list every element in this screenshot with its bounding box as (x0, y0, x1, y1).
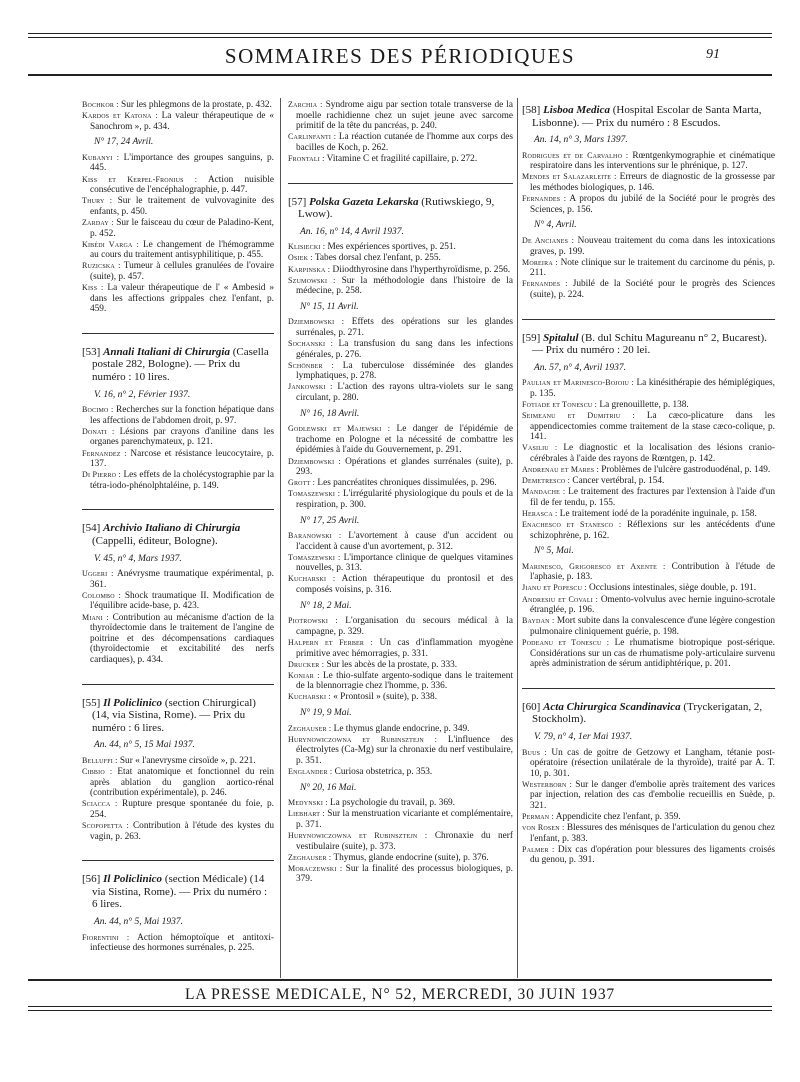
issue-heading: N° 18, 2 Mai. (300, 600, 352, 611)
article-author: Medynski : (288, 798, 328, 808)
article-entry (522, 823, 775, 844)
journal-number: [54] (82, 522, 104, 535)
journal-title: Archivio Italiano di Chirurgia (103, 522, 241, 535)
article-author: Piotrowski : (288, 616, 338, 626)
article-entry (82, 283, 274, 315)
article-author: Rodrigues et de Carvalho : (522, 150, 629, 160)
journal-title: Il Policlinico (103, 696, 163, 709)
article-author: Bocimo : (82, 405, 114, 415)
article-title: Tumeur à cellules granulées de l'ovaire (suite), p. 457. (90, 261, 274, 282)
article-entry (288, 457, 513, 478)
article-entry (288, 864, 513, 885)
issue-heading: An. 57, n° 4, Avril 1937. (534, 362, 627, 373)
article-title: Rœntgenkymographie et cinématique respiratoire dans les interventions sur le phrénique, p. 127. (530, 150, 775, 172)
article-title: Le changement de l'hémogramme au cours du traitement antisyphilitique, p. 455. (90, 239, 274, 261)
article-entry (288, 553, 513, 574)
article-title: La cæco-plicature dans les appendicectomies comme traitement de la stase cæco-colique, p. 141. (530, 411, 775, 443)
article-author: Klisiecki : (288, 242, 326, 252)
article-author: Podeanu et Tonescu : (522, 637, 610, 647)
article-title: « Prontosil » (suite), p. 338. (330, 692, 438, 703)
article-title: Mes expériences sportives, p. 251. (325, 242, 456, 253)
article-author: Kubanyi : (82, 152, 120, 162)
column-divider (280, 98, 281, 978)
article-title: Sur les phlegmons de la prostate, p. 432. (118, 100, 272, 110)
article-title: Réflexions sur les antécédents d'une schizophrène, p. 162. (530, 520, 775, 541)
article-author: Fernandes : (522, 194, 567, 204)
journal-heading (82, 697, 274, 735)
header-rule (28, 74, 772, 76)
article-author: Herasca : (522, 508, 558, 518)
article-author: Di Pierro : (82, 470, 121, 480)
article-author: Ruzicska : (82, 261, 121, 271)
article-entry (82, 196, 274, 217)
section-separator (522, 305, 775, 320)
article-title: Sur le danger d'embolie après traitement des varices par injection, relation des cas d'embolie recueillis en Suède, p. 321. (530, 779, 775, 811)
article-author: Andresiu et Covali : (522, 594, 599, 604)
article-title: L'irrégularité physiologique du pouls et de la respiration, p. 300. (296, 489, 513, 510)
article-entry (522, 487, 775, 508)
article-entry (288, 809, 513, 830)
article-author: Hurynowiczowna et Rubinsztejn : (288, 734, 438, 744)
issue-heading: N° 19, 9 Mai. (300, 708, 352, 718)
article-title: Contribution à l'étude de l'aphasie, p. 183. (530, 561, 775, 583)
article-title: L'influence des électrolytes (Ca-Mg) sur la chronaxie du nerf vestibulaire, p. 351. (296, 734, 514, 766)
article-entry (522, 378, 775, 399)
article-author: Fernandez : (82, 448, 127, 458)
article-entry (82, 218, 274, 239)
article-author: Dziembowski : (288, 456, 341, 466)
issue-heading: N° 15, 11 Avril. (300, 301, 359, 312)
article-author: Thury : (82, 196, 113, 206)
article-title: Note clinique sur le traitement du carcinome du pénis, p. 211. (530, 257, 775, 279)
article-entry (82, 613, 274, 666)
article-title: Occlusions intestinales, siège double, p. 191. (586, 583, 757, 594)
article-entry (82, 261, 274, 282)
article-entry (82, 427, 274, 448)
article-author: Jianu et Popescu : (522, 583, 587, 593)
article-entry (288, 424, 513, 456)
article-title: Sur la menstruation vicariante et complémentaire, p. 371. (296, 809, 513, 830)
journal-heading (82, 873, 274, 911)
top-rule (28, 33, 772, 38)
article-entry (522, 616, 775, 637)
footer-rule (28, 979, 772, 981)
journal-info: (section Chirurgical) (14, via Sistina, Rome). — Prix du numéro : 6 lires. (92, 696, 256, 734)
column-left (82, 100, 274, 954)
article-title: Contribution à l'étude des kystes du vagin, p. 263. (90, 820, 274, 842)
issue-heading: An. 44, n° 5, 15 Mai 1937. (94, 740, 195, 751)
article-author: Sciacca : (82, 799, 118, 809)
article-entry (522, 236, 775, 257)
article-title: Le diagnostic et la localisation des lésions cranio-cérébrales à l'aide des rayons de Rœntgen, p. 142. (530, 443, 776, 464)
article-title: Shock traumatique II. Modification de l'équilibre acide-base, p. 423. (90, 590, 274, 612)
article-author: Koniar : (288, 670, 320, 680)
article-entry (288, 382, 513, 403)
section-separator (82, 670, 274, 685)
article-entry (82, 175, 274, 196)
article-author: Colombo : (82, 590, 121, 600)
article-title: La kinésithérapie des hémiplégiques, p. 135. (530, 378, 775, 399)
article-entry (522, 465, 775, 476)
article-author: Baranowski : (288, 531, 342, 541)
article-title: Erreurs de diagnostic de la grossesse par les méthodes biologiques, p. 146. (530, 172, 775, 194)
article-entry (288, 638, 513, 659)
article-title: Sur la finalité des processus biologiques, p. 379. (296, 863, 513, 885)
article-author: De Ancianes : (522, 235, 575, 245)
article-author: Frontali : (288, 153, 325, 163)
article-entry (288, 767, 513, 778)
article-title: Sur « l'anevrysme cirsoïde », p. 221. (117, 755, 256, 766)
article-entry (522, 509, 775, 520)
article-author: Fernandes : (522, 279, 568, 289)
article-author: Schönber : (288, 360, 334, 370)
article-entry (522, 172, 775, 193)
article-title: La valeur thérapeutique de « Sanochrom », p. 434. (90, 111, 274, 132)
article-title: Omento-volvulus avec hernie inguino-scrotale étranglée, p. 196. (530, 594, 775, 616)
journal-number: [53] (82, 345, 104, 358)
article-entry (82, 799, 274, 820)
column-divider (517, 98, 518, 978)
article-title: Action nuisible consécutive de l'encéphalographie, p. 447. (90, 174, 274, 196)
article-entry (522, 520, 775, 541)
article-title: Narcose et résistance leucocytaire, p. 137. (90, 448, 274, 470)
article-author: Tomaszewski : (288, 489, 341, 499)
article-author: Uggeri : (82, 569, 114, 579)
article-author: Kucharski : (288, 692, 331, 702)
article-entry (82, 100, 274, 111)
article-title: Les pancréatites chroniques dissimulées, p. 296. (315, 478, 497, 489)
journal-title: Polska Gazeta Lekarska (309, 195, 419, 208)
issue-heading: V. 45, n° 4, Mars 1937. (94, 553, 182, 564)
article-title: Dix cas d'opération pour blessures des ligaments croisés du genou, p. 391. (530, 844, 775, 866)
article-author: Seimeanu et Dumitriu : (522, 411, 635, 421)
article-entry (82, 405, 274, 426)
article-entry (288, 132, 513, 153)
journal-info: (Tryckerigatan, 2, Stockholm). (532, 700, 763, 726)
article-entry (522, 583, 775, 594)
article-entry (522, 638, 775, 670)
issue-heading: N° 17, 24 Avril. (94, 137, 154, 148)
article-entry (522, 812, 775, 823)
article-entry (288, 692, 513, 703)
article-title: Etat anatomique et fonctionnel du rein après ablation du ganglion aortico-rénal (contribution expérimentale), p. 246. (90, 767, 274, 799)
article-entry (522, 748, 775, 780)
article-entry (288, 242, 513, 253)
section-separator (82, 495, 274, 510)
article-title: Chronaxie du nerf vestibulaire (suite), p. 373. (296, 830, 513, 852)
article-title: Anévrysme traumatique expérimental, p. 361. (90, 569, 274, 590)
article-title: Le traitement iodé de la poradénite inguinale, p. 158. (557, 508, 757, 519)
article-author: Kibédi Varga : (82, 239, 139, 249)
article-entry (288, 339, 513, 360)
article-entry (522, 411, 775, 443)
journal-info: (B. dul Schitu Magureanu n° 2, Bucarest). — Prix du numéro : 20 lei. (532, 331, 767, 357)
article-title: L'avortement à cause d'un accident ou l'accident à cause d'un avortement, p. 312. (296, 531, 513, 552)
article-entry (288, 317, 513, 338)
journal-heading (522, 104, 775, 129)
article-title: Jubilé de la Société pour le progrès des Sciences (suite), p. 224. (530, 279, 775, 300)
page-title: SOMMAIRES DES PÉRIODIQUES (224, 44, 576, 68)
article-title: Le traitement des fractures par l'extension à l'aide d'un fil de fer tendu, p. 155. (530, 487, 775, 508)
article-title: Action thérapeutique du prontosil et des composés voisins, p. 316. (296, 574, 513, 596)
article-author: Osiek : (288, 253, 313, 263)
article-entry (288, 831, 513, 852)
issue-heading: An. 16, n° 14, 4 Avril 1937. (300, 226, 404, 237)
issue-heading: N° 16, 18 Avril. (300, 408, 360, 419)
article-title: Syndrome aigu par section totale transverse de la moelle rachidienne chez un sujet jeune avec sarcome primitif de la tête du pancréas, p. 240. (296, 100, 513, 132)
article-author: Englander : (288, 766, 333, 776)
article-author: Kucharski : (288, 574, 336, 584)
journal-heading (288, 196, 513, 221)
article-author: Westerborn : (522, 779, 573, 789)
article-title: La transfusion du sang dans les infections générales, p. 276. (296, 339, 513, 360)
article-title: Le thymus glande endocrine, p. 349. (331, 723, 470, 734)
article-entry (288, 100, 513, 132)
article-title: La grenouillette, p. 138. (597, 399, 689, 410)
journal-title: Spitalul (543, 331, 579, 344)
article-author: Hurynowiczowna et Rubinsztejn : (288, 830, 428, 840)
article-author: Cibbio : (82, 767, 113, 776)
article-author: Zarchia : (288, 100, 323, 109)
article-author: Carlinfanti : (288, 132, 337, 142)
article-entry (82, 153, 274, 174)
article-title: Action hémoptoïque et antitoxi-infectieuse des hormones surrénales, p. 225. (90, 932, 274, 954)
section-separator (522, 674, 775, 689)
article-entry (522, 476, 775, 487)
journal-heading (522, 701, 775, 726)
article-entry (522, 194, 775, 215)
article-title: Les effets de la cholécystographie par la tétra-iodo-phénolphtaléine, p. 149. (90, 470, 274, 491)
article-title: Vitamine C et fragilité capillaire, p. 272. (324, 153, 478, 164)
article-entry (288, 574, 513, 595)
article-title: Lésions par crayons d'aniline dans les organes parenchymateux, p. 121. (90, 426, 274, 448)
article-author: Fotiade et Tonescu : (522, 399, 598, 409)
article-title: Nouveau traitement du coma dans les intoxications graves, p. 199. (530, 235, 775, 257)
section-separator (82, 846, 274, 861)
article-entry (82, 821, 274, 842)
journal-number: [60] (522, 700, 544, 713)
article-entry (288, 735, 513, 767)
page-footer: LA PRESSE MEDICALE, N° 52, MERCREDI, 30 JUIN 1937 (185, 986, 615, 1003)
article-title: Problèmes de l'ulcère gastroduodénal, p. 149. (598, 465, 771, 476)
article-author: Godlewski et Majewski : (288, 424, 391, 434)
article-entry (522, 151, 775, 172)
column-middle (288, 100, 513, 885)
article-author: Tomaszewski : (288, 552, 341, 562)
article-author: Jankowski : (288, 382, 333, 392)
article-entry (288, 660, 513, 671)
article-title: Le rhumatisme biotropique post-sérique. Considérations sur un cas de rhumatisme poly-articulaire survenu après administration de sérum antidiphtérique, p. 201. (530, 637, 776, 670)
article-title: L'organisation du secours médical à la campagne, p. 329. (296, 616, 514, 637)
journal-heading (522, 332, 775, 357)
article-author: von Rosen : (522, 823, 565, 833)
article-title: Thymus, glande endocrine (suite), p. 376. (331, 852, 489, 863)
article-author: Vasiliu : (522, 443, 558, 453)
article-author: Mendes et Salazarleite : (522, 172, 617, 182)
article-author: Zeghauser : (288, 723, 332, 733)
article-author: Zeghauser : (288, 852, 332, 862)
article-title: L'importance clinique de quelques vitamines nouvelles, p. 313. (296, 552, 513, 574)
article-title: La réaction cutanée de l'homme aux corps des bacilles de Koch, p. 262. (296, 132, 513, 153)
article-title: Diiodthyrosine dans l'hyperthyroïdisme, p. 256. (330, 264, 511, 275)
article-entry (288, 724, 513, 735)
article-title: L'action des rayons ultra-violets sur le sang circulant, p. 280. (296, 382, 513, 404)
article-title: Appendicite chez l'enfant, p. 359. (553, 812, 681, 823)
article-entry (522, 400, 775, 411)
article-entry (522, 845, 775, 866)
article-entry (288, 253, 513, 264)
journal-heading (82, 346, 274, 384)
article-author: Scopopetta : (82, 820, 129, 830)
article-author: Belluffi : (82, 755, 118, 765)
article-author: Baydan : (522, 616, 555, 626)
issue-heading: N° 4, Avril. (534, 220, 577, 231)
article-author: Kardos et Katona : (82, 111, 158, 121)
page-number: 91 (706, 47, 720, 62)
journal-number: [55] (82, 696, 104, 709)
journal-number: [56] (82, 873, 104, 886)
article-entry (82, 240, 274, 261)
article-title: Cancer vertébral, p. 154. (570, 476, 665, 487)
article-entry (522, 258, 775, 279)
article-author: Moraczewski : (288, 863, 343, 873)
article-author: Palmer : (522, 844, 555, 854)
journal-info: (Casella postale 282, Bologne). — Prix du numéro : 10 lires. (92, 345, 269, 383)
issue-heading: An. 44, n° 5, Mai 1937. (94, 916, 184, 927)
article-entry (288, 154, 513, 165)
article-entry (288, 531, 513, 552)
article-entry (82, 767, 274, 799)
article-author: Drucker : (288, 659, 325, 669)
article-title: Sur le traitement de vulvovaginite des enfants, p. 450. (90, 196, 274, 217)
journal-heading (82, 522, 274, 547)
article-title: La psychologie du travail, p. 369. (327, 798, 455, 809)
article-title: Le thio-sulfate argento-sodique dans le traitement de la blennorragie chez l'homme, p. 336. (296, 670, 513, 692)
article-title: Mort subite dans la convalescence d'une légère congestion pulmonaire cliniquement guérie, p. 198. (530, 616, 775, 637)
issue-heading: N° 20, 16 Mai. (300, 782, 357, 793)
article-entry (522, 279, 775, 300)
article-title: Opérations et glandes surrénales (suite), p. 293. (296, 456, 513, 478)
article-author: Andrenau et Mares : (522, 465, 599, 475)
article-entry (82, 470, 274, 491)
article-title: Sur le faisceau du cœur de Paladino-Kent, p. 452. (90, 217, 275, 239)
article-title: A propos du jubilé de la Société pour le progrès des Sciences, p. 156. (530, 194, 776, 215)
article-author: Buus : (522, 747, 547, 757)
article-author: Marinesco, Grigoresco et Axente : (522, 561, 666, 571)
article-author: Bochkor : (82, 100, 119, 109)
article-author: Sochanski : (288, 339, 334, 349)
article-title: Contribution au mécanisme d'action de la thyroïdectomie dans le traitement de l'angine de poitrine et des décompensations cardiaques (thyroïdectomie et excitabilité des nerfs cardiaques), p. 434. (90, 612, 274, 665)
article-entry (288, 276, 513, 297)
article-title: Tabes dorsal chez l'enfant, p. 255. (312, 253, 441, 264)
article-entry (522, 443, 775, 464)
issue-heading: N° 5, Mai. (534, 546, 574, 557)
article-title: Rupture presque spontanée du foie, p. 254. (90, 799, 274, 820)
article-entry (82, 933, 274, 954)
article-title: Curiosa obstetrica, p. 353. (332, 766, 433, 777)
issue-heading: V. 79, n° 4, 1er Mai 1937. (534, 731, 633, 742)
article-author: Kiss : (82, 283, 104, 292)
issue-heading: V. 16, n° 2, Février 1937. (94, 389, 191, 400)
article-title: Effets des opérations sur les glandes surrénales, p. 271. (296, 317, 513, 338)
article-author: Paulian et Marinesco-Bojoiu : (522, 378, 634, 388)
journal-info: (Rutiwskiego, 9, Lwow). (298, 195, 495, 221)
issue-heading: N° 17, 25 Avril. (300, 515, 360, 526)
article-title: Sur les abcès de la prostate, p. 333. (324, 659, 458, 670)
article-author: Mandache : (522, 487, 566, 497)
article-title: La valeur thérapeutique de l' « Ambesid » dans les affections grippales chez l'enfant, p. 459. (90, 283, 275, 315)
article-author: Demetresco : (522, 476, 571, 486)
article-entry (82, 111, 274, 132)
journal-number: [57] (288, 195, 310, 208)
journal-number: [58] (522, 104, 544, 116)
article-entry (288, 265, 513, 276)
article-author: Szumowski : (288, 275, 336, 285)
journal-info: (section Médicale) (14 via Sistina, Rome). — Prix du numéro : 6 lires. (92, 873, 268, 911)
article-title: Un cas d'inflammation myogène primitive avec hémorragies, p. 331. (296, 637, 513, 659)
journal-title: Annali Italiani di Chirurgia (103, 345, 230, 358)
article-entry (288, 616, 513, 637)
article-title: Un cas de goitre de Getzowy et Langham, tétanie post-opératoire (résection unilatérale de la thyroïde), traité par A. T. 10, p. 301. (530, 747, 775, 779)
article-title: Blessures des ménisques de l'articulation du genou chez l'enfant, p. 383. (530, 823, 775, 844)
journal-title: Il Policlinico (103, 873, 163, 886)
article-entry (82, 569, 274, 590)
article-author: Enachesco et Stanesco : (522, 520, 622, 529)
article-author: Donati : (82, 426, 115, 436)
article-author: Perman : (522, 812, 554, 822)
journal-title: Lisboa Medica (543, 104, 610, 116)
article-entry (522, 562, 775, 583)
journal-info: (Cappelli, éditeur, Bologne). (92, 535, 218, 547)
journal-title: Acta Chirurgica Scandinavica (543, 700, 681, 713)
section-separator (82, 319, 274, 334)
article-author: Fiorentini : (82, 932, 130, 942)
journal-number: [59] (522, 331, 544, 344)
article-title: L'importance des groupes sanguins, p. 445. (90, 152, 274, 174)
article-author: Grott : (288, 478, 316, 488)
column-right (522, 100, 775, 867)
article-author: Halpern et Ferber : (288, 637, 373, 647)
article-entry (288, 361, 513, 382)
article-title: Sur la méthodologie dans l'histoire de la médecine, p. 258. (296, 275, 514, 297)
article-entry (288, 489, 513, 510)
journal-info: (Hospital Escolar de Santa Marta, Lisbonne). — Prix du numéro : 8 Escudos. (532, 104, 762, 129)
article-title: Le danger de l'épidémie de trachome en Pologne et la nécessité de combattre les épidémies à l'aide du Gouvernement, p. 291. (296, 424, 513, 456)
article-author: Liebhart : (288, 809, 325, 819)
article-entry (288, 478, 513, 489)
article-entry (82, 449, 274, 470)
article-entry (288, 798, 513, 809)
article-author: Miani : (82, 612, 109, 622)
article-entry (522, 780, 775, 812)
article-entry (288, 671, 513, 692)
section-separator (288, 169, 513, 184)
article-title: Recherches sur la fonction hépatique dans les affections de l'abdomen droit, p. 97. (90, 405, 274, 426)
article-author: Dziembowski : (288, 317, 345, 327)
issue-heading: An. 14, n° 3, Mars 1397. (534, 135, 628, 146)
article-entry (82, 756, 274, 767)
article-entry (82, 591, 274, 612)
article-entry (288, 853, 513, 864)
article-author: Karpinska : (288, 264, 331, 274)
article-entry (522, 595, 775, 616)
article-author: Zarday : (82, 217, 114, 227)
article-author: Kiss et Kerpel-Fronius : (82, 174, 198, 184)
article-author: Moreira : (522, 257, 558, 267)
bottom-rule (28, 1006, 772, 1011)
article-title: La tuberculose disséminée des glandes lymphatiques, p. 278. (296, 360, 513, 382)
